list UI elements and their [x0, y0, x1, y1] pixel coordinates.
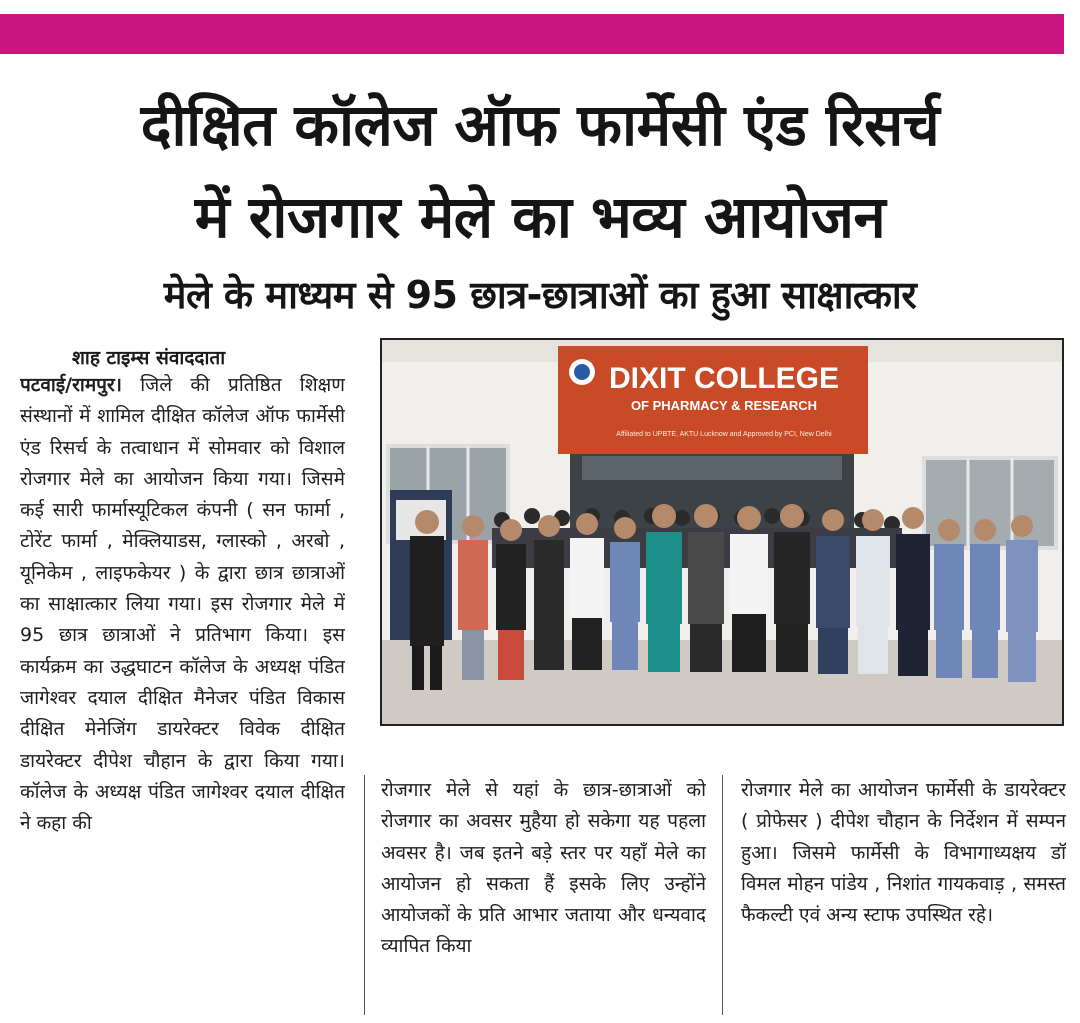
- byline: शाह टाइम्स संवाददाता: [72, 347, 226, 369]
- event-photo: [380, 338, 1064, 726]
- dateline: पटवाई/रामपुर।: [20, 374, 122, 396]
- top-color-bar: [0, 14, 1064, 54]
- article-column-3: रोजगार मेले का आयोजन फार्मेसी के डायरेक्टर ( प्रोफेसर ) दीपेश चौहान के निर्देशन में सम्पन हुआ। जिसमे फार्मेसी के विभागाध्यक्षय डॉ विमल मोहन पांडेय , निशांत गायकवाड़ , समस्त फैकल्टी एवं अन्य स्टाफ उपस्थित रहे।: [741, 779, 1066, 927]
- banner-affiliation: Affiliated to UPBTE, AKTU Lucknow and Approved by PCI, New Delhi: [616, 431, 832, 438]
- headline-line-1: दीक्षित कॉलेज ऑफ फार्मेसी एंड रिसर्च: [140, 91, 940, 159]
- subheadline: मेले के माध्यम से 95 छात्र-छात्राओं का हुआ साक्षात्कार: [163, 273, 917, 317]
- banner-title: DIXIT COLLEGE: [608, 362, 840, 395]
- banner-subtitle: OF PHARMACY & RESEARCH: [630, 398, 818, 413]
- group-photo-illustration: [382, 340, 1062, 724]
- column-1-text: जिले की प्रतिष्ठित शिक्षण संस्थानों में शामिल दीक्षित कॉलेज ऑफ फार्मेसी एंड रिसर्च के तत्वाधान में सोमवार को विशाल रोजगार मेले का आयोजन किया गया। जिसमे कई सारी फार्मास्यूटिकल कंपनी ( सन फार्मा , टोरेंट फार्मा , मेक्लियाडस, ग्लास्को , अरबो , यूनिकेम , लाइफकेयर ) के द्वारा छात्र छात्राओं का साक्षात्कार लिया गया। इस रोजगार मेले में 95 छात्र छात्राओं ने प्रतिभाग किया। इस कार्यक्रम का उद्धघाटन कॉलेज के अध्यक्ष पंडित जागेश्वर दयाल दीक्षित मैनेजर पंडित विकास दीक्षित मेनेजिंग डायरेक्टर विवेक दीक्षित डायरेक्टर दीपेश चौहान के द्वारा किया गया। कॉलेज के अध्यक्ष पंडित जागेश्वर दयाल दीक्षित ने कहा की: [20, 374, 345, 835]
- headline-line-2: में रोजगार मेले का भव्य आयोजन: [194, 183, 886, 251]
- article-column-2: रोजगार मेले से यहां के छात्र-छात्राओं को रोजगार का अवसर मुहैया हो सकेगा यह पहला अवसर है। जब इतने बड़े स्तर पर यहाँ मेले का आयोजन हो सकता हैं इसके लिए उन्होंने आयोजकों के प्रति आभार जताया और धन्यवाद व्यापित किया: [381, 779, 706, 958]
- column-divider: [364, 775, 365, 1015]
- column-divider: [722, 775, 723, 1015]
- article-column-1: [20, 370, 345, 1020]
